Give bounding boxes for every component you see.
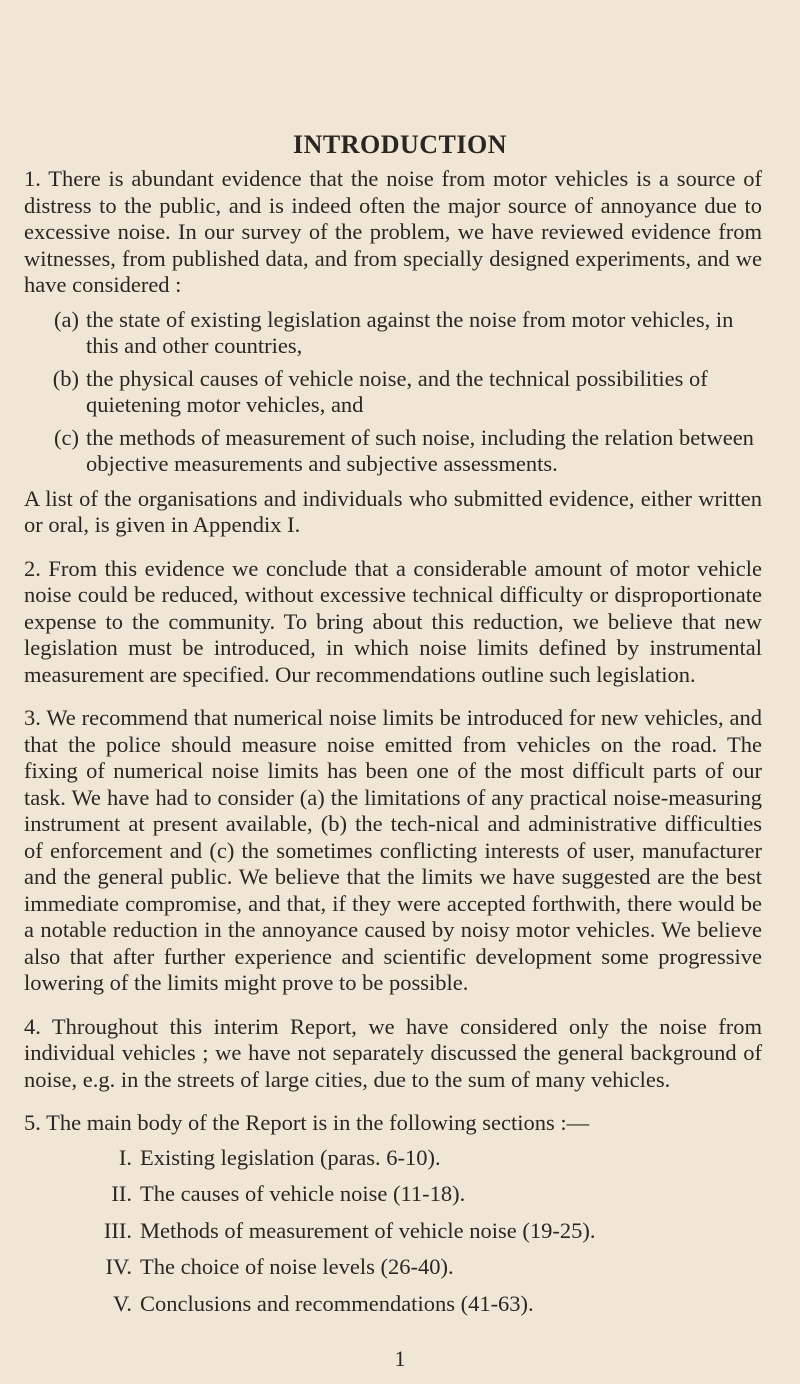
list-item bbox=[24, 425, 762, 478]
paragraph-1: 1. There is abundant evidence that the noise from motor vehicles is a source of distress to the public, and is indeed often the major source of annoyance due to excessive noise. In our survey of the problem, we have reviewed evidence from witnesses, from published data, and from specially designed experiments, and we have considered : bbox=[24, 166, 762, 297]
list-item-text: the state of existing legislation against the noise from motor vehicles, in this and other countries, bbox=[86, 306, 734, 358]
list-item bbox=[24, 307, 762, 360]
section-number: V. bbox=[113, 1290, 132, 1316]
section-text: The choice of noise levels (26-40). bbox=[140, 1254, 454, 1279]
section-text: The causes of vehicle noise (11-18). bbox=[140, 1181, 466, 1206]
section-item bbox=[24, 1145, 762, 1172]
section-text: Existing legislation (paras. 6-10). bbox=[140, 1144, 441, 1170]
section-text: Conclusions and recommendations (41-63). bbox=[140, 1290, 534, 1316]
page-title: INTRODUCTION bbox=[292, 130, 508, 159]
paragraph-5-intro: 5. The main body of the Report is in the following sections :— bbox=[24, 1110, 590, 1135]
list-marker: (a) bbox=[54, 306, 79, 332]
list-item-text: the methods of measurement of such noise, including the relation between objective measurements and subjective assessments. bbox=[86, 424, 754, 476]
section-item bbox=[24, 1291, 762, 1318]
paragraph-1-closing: A list of the organisations and individuals who submitted evidence, either written or oral, is given in Appendix I. bbox=[24, 485, 762, 537]
list-item bbox=[24, 366, 762, 419]
section-number: III. bbox=[103, 1217, 132, 1243]
list-marker: (c) bbox=[54, 424, 79, 450]
document-body bbox=[24, 166, 762, 1327]
section-number: IV. bbox=[105, 1254, 132, 1279]
list-marker: (b) bbox=[52, 365, 79, 391]
section-item bbox=[24, 1254, 762, 1281]
considerations-list bbox=[24, 307, 762, 478]
section-item bbox=[24, 1218, 762, 1245]
paragraph-4: 4. Throughout this interim Report, we have considered only the noise from individual vehicles ; we have not separately discussed the general background of noise, e.g. in the streets of large cities, due to the sum of many vehicles. bbox=[24, 1013, 762, 1092]
section-number: II. bbox=[111, 1181, 132, 1206]
section-item bbox=[24, 1181, 762, 1208]
section-text: Methods of measurement of vehicle noise (19-25). bbox=[140, 1217, 596, 1243]
section-number: I. bbox=[118, 1144, 132, 1170]
report-sections-list bbox=[24, 1145, 762, 1318]
list-item-text: the physical causes of vehicle noise, and the technical possibilities of quietening motor vehicles, and bbox=[86, 365, 708, 417]
page-number: 1 bbox=[394, 1346, 406, 1371]
paragraph-2: 2. From this evidence we conclude that a considerable amount of motor vehicle noise could be reduced, without excessive technical difficulty or disproportionate expense to the community. To bring about this reduction, we believe that new legislation must be introduced, in which noise limits defined by instrumental measurement are specified. Our recommendations outline such legislation. bbox=[24, 555, 762, 687]
paragraph-3: 3. We recommend that numerical noise limits be introduced for new vehicles, and that the police should measure noise emitted from vehicles on the road. The fixing of numerical noise limits has been one of the most difficult parts of our task. We have had to consider (a) the limitations of any practical noise-measuring instrument at present available, (b) the tech-nical and administrative difficulties of enforcement and (c) the sometimes conflicting interests of user, manufacturer and the general public. We believe that the limits we have suggested are the best immediate compromise, and that, if they were accepted forthwith, there would be a notable reduction in the annoyance caused by noisy motor vehicles. We believe also that after further experience and scientific development some progressive lowering of the limits might prove to be possible. bbox=[24, 705, 762, 995]
